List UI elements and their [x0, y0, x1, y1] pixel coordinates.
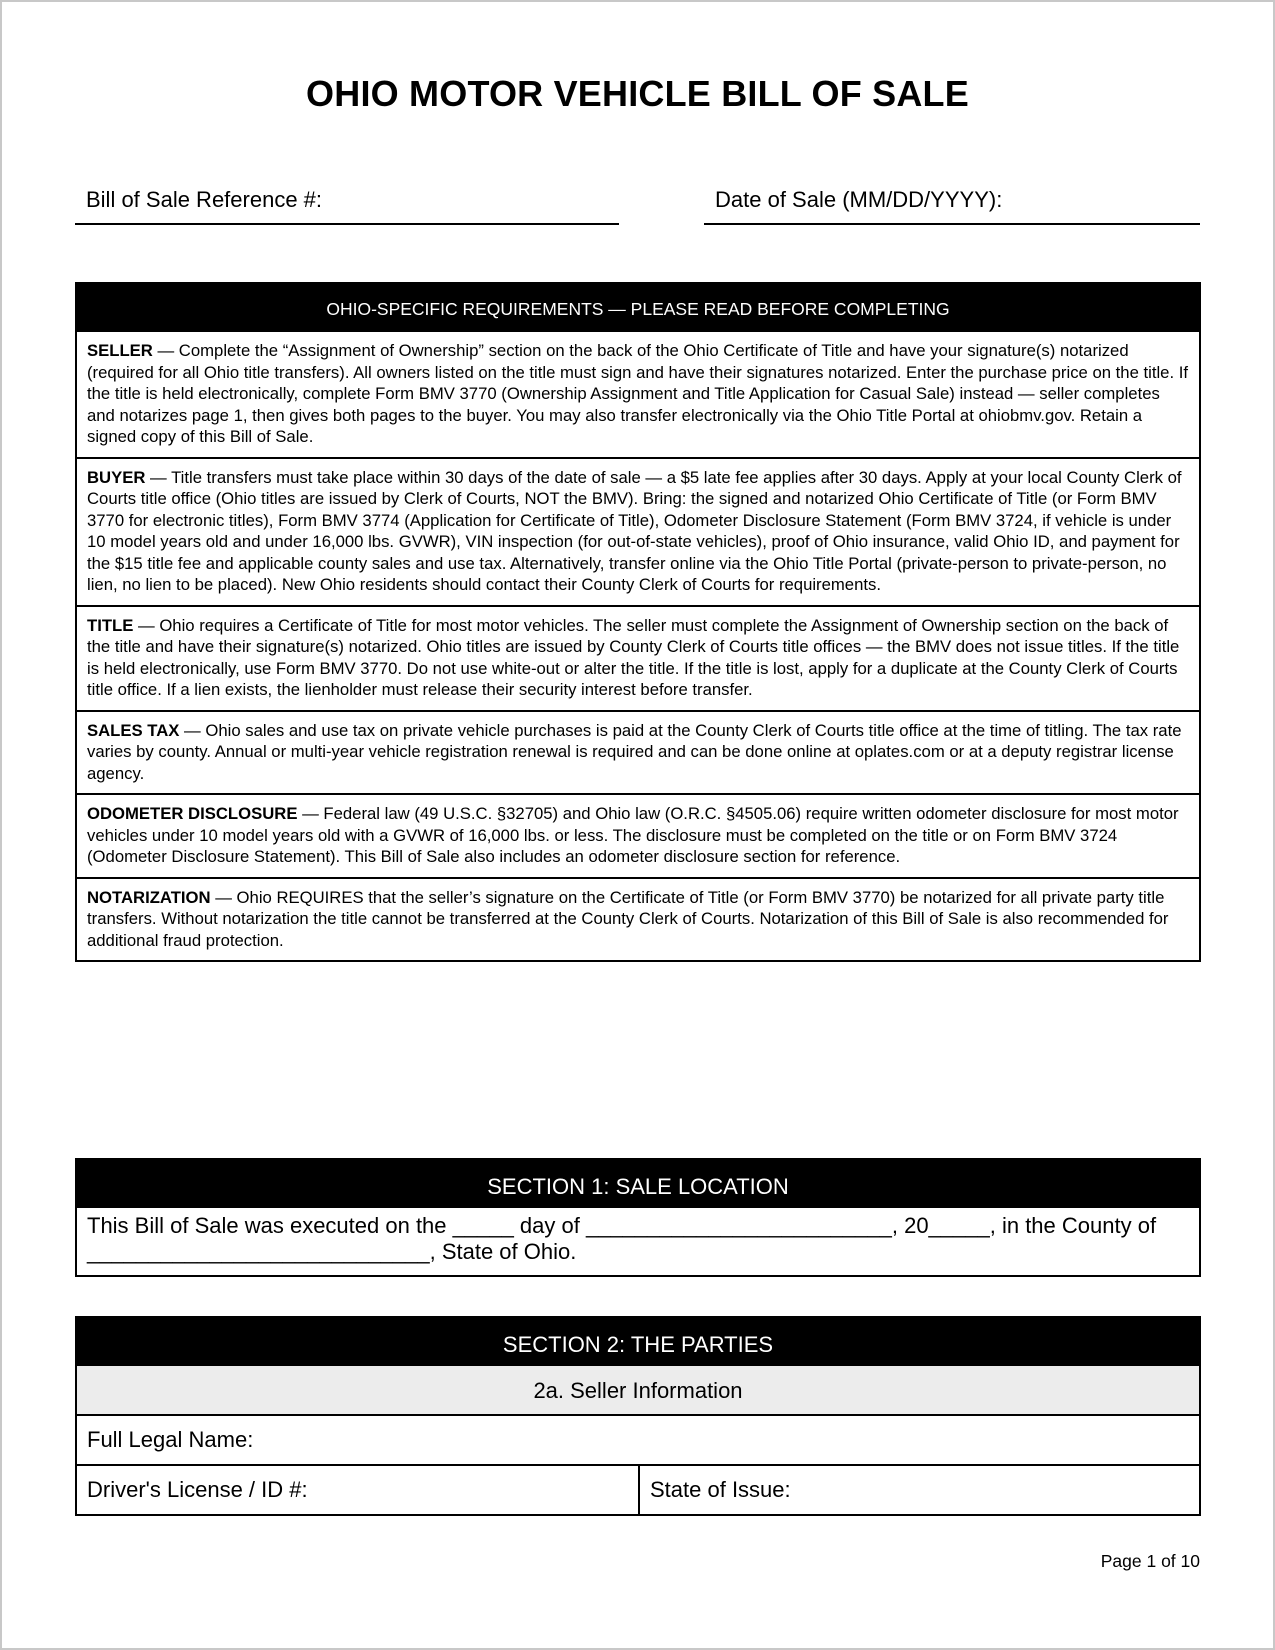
requirements-box	[75, 282, 1201, 962]
requirement-seller	[77, 330, 1199, 457]
requirement-term: TITLE	[87, 615, 134, 635]
seller-state-field[interactable]	[640, 1466, 1199, 1514]
reference-number-field[interactable]	[75, 187, 619, 225]
requirement-text: — Federal law (49 U.S.C. §32705) and Ohio law (O.R.C. §4505.06) require written odometer disclosure for most motor vehicles under 10 model years old with a GVWR of 16,000 lbs. or less. The disclosure must be completed on the title or on Form BMV 3724 (Odometer Disclosure Statement). This Bill of Sale also includes an odometer disclosure section for reference.	[87, 804, 1179, 866]
requirement-text: — Ohio requires a Certificate of Title for most motor vehicles. The seller must complete the Assignment of Ownership section on the back of the title and have their signature(s) notarized. Ohio titles are issued by County Clerk of Courts title offices — the BMV does not issue titles. If the title is held electronically, use Form BMV 3770. Do not use white-out or alter the title. If the title is lost, apply for a duplicate at the County Clerk of Courts title office. If a lien exists, the lienholder must release their security interest before transfer.	[87, 615, 1180, 699]
requirement-buyer	[77, 457, 1199, 605]
seller-state-label: State of Issue:	[650, 1477, 791, 1502]
reference-number-label: Bill of Sale Reference #:	[86, 187, 323, 212]
requirement-text: — Ohio sales and use tax on private vehicle purchases is paid at the County Clerk of Courts title office at the time of titling. The tax rate varies by county. Annual or multi-year vehicle registration renewal is required and can be done online at oplates.com or at a deputy registrar license agency.	[87, 720, 1182, 783]
sale-location-statement[interactable]: This Bill of Sale was executed on the _____ day of _________________________, 20_____, in the County of ____________________________, State of Ohio.	[87, 1213, 1157, 1264]
requirement-term: ODOMETER DISCLOSURE	[87, 804, 298, 823]
section-2-heading: SECTION 2: THE PARTIES	[77, 1318, 1199, 1366]
requirement-term: BUYER	[87, 467, 146, 487]
requirement-text: — Title transfers must take place within 30 days of the date of sale — a $5 late fee applies after 30 days. Apply at your local County Clerk of Courts title office (Ohio titles are issued by Clerk of Courts, NOT the BMV). Bring: the signed and notarized Ohio Certificate of Title (or Form BMV 3770 for electronic titles), Form BMV 3774 (Application for Certificate of Title), Odometer Disclosure Statement (Form BMV 3724, if vehicle is under 10 model years old and under 16,000 lbs. GVWR), VIN inspection (for out-of-state vehicles), proof of Ohio insurance, valid Ohio ID, and payment for the $15 title fee and applicable county sales and use tax. Alternatively, transfer online via the Ohio Title Portal (private-person to private-person, no lien, no lien to be placed). New Ohio residents should contact their County Clerk of Courts for requirements.	[87, 467, 1182, 594]
date-of-sale-field[interactable]	[704, 187, 1200, 225]
document-title: OHIO MOTOR VEHICLE BILL OF SALE	[306, 73, 969, 114]
requirement-sales-tax	[77, 710, 1199, 794]
seller-name-row	[77, 1416, 1199, 1466]
requirement-text: — Ohio REQUIRES that the seller’s signature on the Certificate of Title (or Form BMV 3770) be notarized for all private party title transfers. Without notarization the title cannot be transferred at the County Clerk of Courts. Notarization of this Bill of Sale is also recommended for additional fraud protection.	[87, 887, 1169, 950]
seller-info-subheading: 2a. Seller Information	[77, 1366, 1199, 1416]
page-number: Page 1 of 10	[1100, 1551, 1200, 1571]
requirement-term: NOTARIZATION	[87, 887, 211, 907]
section-sale-location	[75, 1158, 1201, 1277]
requirement-text: — Complete the “Assignment of Ownership” section on the back of the Ohio Certificate of Title and have your signature(s) notarized (required for all Ohio title transfers). All owners listed on the title must sign and have their signatures notarized. Enter the purchase price on the title. If the title is held electronically, complete Form BMV 3770 (Ownership Assignment and Title Application for Casual Sale) instead — seller completes and notarizes page 1, then gives both pages to the buyer. You may also transfer electronically via the Ohio Title Portal at ohiobmv.gov. Retain a signed copy of this Bill of Sale.	[87, 341, 1189, 446]
requirement-notarization	[77, 877, 1199, 961]
seller-license-field[interactable]	[77, 1466, 640, 1514]
seller-full-name-field[interactable]	[77, 1416, 1199, 1464]
requirement-odometer	[77, 793, 1199, 877]
requirement-term: SELLER	[87, 341, 153, 360]
seller-full-name-label: Full Legal Name:	[87, 1427, 254, 1452]
seller-license-label: Driver's License / ID #:	[87, 1477, 308, 1502]
seller-license-row	[77, 1466, 1199, 1514]
requirement-title	[77, 605, 1199, 710]
requirements-heading: OHIO-SPECIFIC REQUIREMENTS — PLEASE READ BEFORE COMPLETING	[77, 284, 1199, 330]
requirement-term: SALES TAX	[87, 720, 180, 740]
date-of-sale-label: Date of Sale (MM/DD/YYYY):	[715, 187, 1003, 212]
section-parties	[75, 1316, 1201, 1516]
section-1-heading: SECTION 1: SALE LOCATION	[77, 1160, 1199, 1208]
